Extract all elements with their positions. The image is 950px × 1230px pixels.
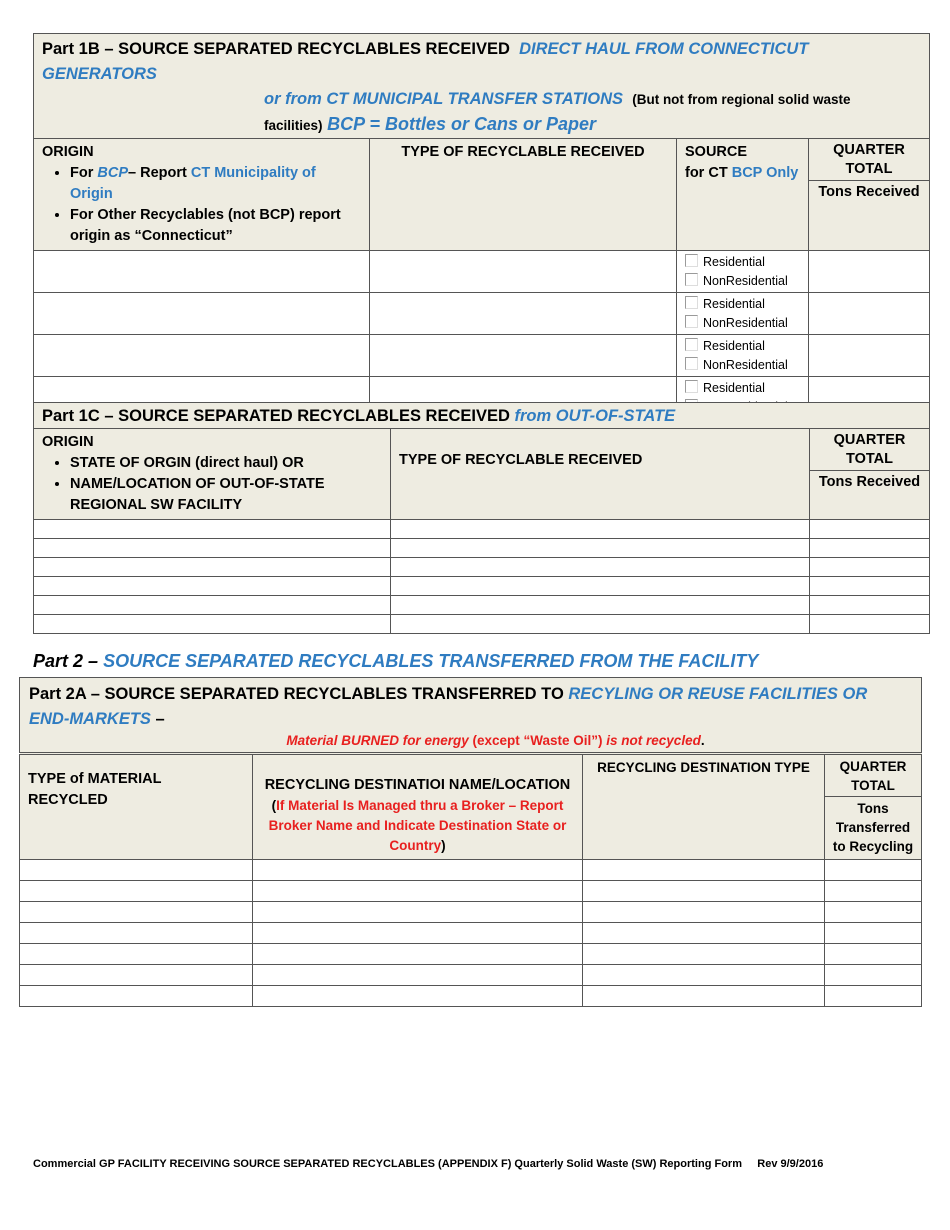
nonresidential-label: NonResidential: [703, 358, 788, 372]
table-row: [20, 986, 922, 1007]
material-type-header-text: TYPE of MATERIAL RECYCLED: [28, 770, 162, 808]
part-2a-title-dash: –: [150, 710, 165, 728]
material-type-header: [20, 754, 253, 860]
source-cell: [677, 293, 809, 335]
type-header-text: TYPE OF RECYCLABLE RECEIVED: [399, 452, 643, 468]
note-period: .: [700, 733, 705, 748]
tons-input[interactable]: [810, 539, 930, 558]
tons-input[interactable]: [825, 881, 922, 902]
origin-header: ORIGIN: [42, 144, 94, 160]
note-waste-oil: (except “Waste Oil”): [472, 733, 603, 748]
origin-input[interactable]: [34, 520, 391, 539]
part-1b-title-blue-2: or from CT MUNICIPAL TRANSFER STATIONS: [264, 90, 624, 108]
bullet-ct-municipality: CT Municipality of Origin: [70, 165, 316, 202]
table-row: [34, 558, 930, 577]
material-type-input[interactable]: [20, 902, 253, 923]
material-type-input[interactable]: [20, 860, 253, 881]
recyclable-type-input[interactable]: [370, 335, 677, 377]
material-type-input[interactable]: [20, 881, 253, 902]
table-row: [34, 251, 930, 293]
nonresidential-checkbox[interactable]: [685, 273, 698, 286]
material-type-input[interactable]: [20, 944, 253, 965]
destination-type-input[interactable]: [583, 881, 825, 902]
quarter-total-header: [825, 754, 922, 860]
source-header: [677, 139, 809, 251]
source-bcp-only: BCP Only: [731, 165, 799, 181]
quarter-total-text: QUARTER TOTAL: [809, 139, 929, 181]
part-2a-table: [19, 677, 922, 1007]
destination-type-input[interactable]: [583, 944, 825, 965]
origin-input[interactable]: [34, 293, 370, 335]
part-1c-title: [34, 403, 930, 429]
origin-input[interactable]: [34, 577, 391, 596]
destination-input[interactable]: [253, 986, 583, 1007]
residential-checkbox[interactable]: [685, 296, 698, 309]
origin-input[interactable]: [34, 615, 391, 634]
material-type-input[interactable]: [20, 923, 253, 944]
residential-label: Residential: [703, 339, 765, 353]
destination-header: [253, 754, 583, 860]
part-2-heading-black: Part 2 –: [33, 651, 99, 671]
nonresidential-label: NonResidential: [703, 316, 788, 330]
table-row: [20, 965, 922, 986]
table-row: [34, 577, 930, 596]
type-header-text: TYPE OF RECYCLABLE RECEIVED: [401, 144, 645, 160]
destination-input[interactable]: [253, 965, 583, 986]
tons-input[interactable]: [825, 902, 922, 923]
part-1b-title-blue: DIRECT HAUL FROM CONNECTICUT GENERATORS: [42, 40, 809, 83]
quarter-total-header: [810, 429, 930, 520]
part-2a-title-black: Part 2A – SOURCE SEPARATED RECYCLABLES TRANSFERRED TO: [29, 685, 564, 703]
destination-type-input[interactable]: [583, 860, 825, 881]
destination-type-header: [583, 754, 825, 860]
part-1b-title: [34, 34, 930, 139]
part-1c-title-black: Part 1C – SOURCE SEPARATED RECYCLABLES RECEIVED: [42, 407, 510, 425]
material-type-input[interactable]: [20, 965, 253, 986]
part-1c-title-blue: from OUT-OF-STATE: [514, 407, 676, 425]
destination-input[interactable]: [253, 944, 583, 965]
destination-type-input[interactable]: [583, 923, 825, 944]
bullet-for: For: [70, 165, 94, 181]
origin-header-cell: [34, 139, 370, 251]
source-header-text: SOURCE: [685, 144, 748, 160]
nonresidential-label: NonResidential: [703, 274, 788, 288]
part-1b-table: [33, 33, 930, 419]
tons-received-text: Tons Received: [818, 474, 921, 490]
paren-close: ): [441, 838, 446, 853]
table-row: [34, 615, 930, 634]
destination-type-input[interactable]: [583, 965, 825, 986]
residential-label: Residential: [703, 381, 765, 395]
recyclable-type-input[interactable]: [391, 577, 810, 596]
origin-bullet-other: • For Other Recyclables (not BCP) report origin as “Connecticut”: [70, 205, 361, 247]
origin-bullet-state: • STATE OF ORGIN (direct haul) OR: [70, 453, 382, 474]
tons-input[interactable]: [810, 596, 930, 615]
destination-input[interactable]: [253, 881, 583, 902]
recyclable-type-input[interactable]: [391, 596, 810, 615]
residential-label: Residential: [703, 255, 765, 269]
tons-input[interactable]: [825, 986, 922, 1007]
destination-type-header-text: RECYCLING DESTINATION TYPE: [597, 760, 810, 775]
recyclable-type-input[interactable]: [370, 293, 677, 335]
residential-checkbox[interactable]: [685, 338, 698, 351]
quarter-total-text: QUARTER TOTAL: [825, 755, 921, 797]
source-for-ct: for CT: [685, 165, 728, 181]
origin-header: ORIGIN: [42, 434, 94, 450]
table-row: [34, 539, 930, 558]
destination-input[interactable]: [253, 902, 583, 923]
source-cell: [677, 335, 809, 377]
tons-input[interactable]: [809, 251, 930, 293]
tons-input[interactable]: [825, 965, 922, 986]
recyclable-type-input[interactable]: [391, 520, 810, 539]
part-2a-title: [20, 678, 922, 754]
table-row: [20, 902, 922, 923]
tons-input[interactable]: [810, 615, 930, 634]
bullet-bcp: BCP: [97, 165, 129, 181]
recyclable-type-input[interactable]: [391, 558, 810, 577]
table-row: [20, 881, 922, 902]
form-footer: Commercial GP FACILITY RECEIVING SOURCE SEPARATED RECYCLABLES (APPENDIX F) Quarterly Solid Waste (SW) Reporting Form Rev 9/9/2016: [33, 1158, 824, 1170]
part-1b-bcp-definition: BCP = Bottles or Cans or Paper: [327, 114, 597, 134]
origin-input[interactable]: [34, 558, 391, 577]
tons-input[interactable]: [825, 860, 922, 881]
destination-header-text: RECYCLING DESTINATIOI NAME/LOCATION: [264, 777, 571, 793]
tons-input[interactable]: [825, 923, 922, 944]
origin-input[interactable]: [34, 335, 370, 377]
residential-checkbox[interactable]: [685, 380, 698, 393]
origin-input[interactable]: [34, 596, 391, 615]
part-1b-title-black: Part 1B – SOURCE SEPARATED RECYCLABLES RECEIVED: [42, 40, 510, 58]
recyclable-type-input[interactable]: [370, 251, 677, 293]
table-row: [34, 520, 930, 539]
material-type-input[interactable]: [20, 986, 253, 1007]
table-row: [34, 335, 930, 377]
origin-bullet-bcp: [70, 163, 361, 205]
tons-input[interactable]: [810, 558, 930, 577]
part-1b-title-note: (But not from regional solid waste: [632, 92, 851, 107]
recyclable-type-input[interactable]: [391, 539, 810, 558]
broker-note: If Material Is Managed thru a Broker – Report Broker Name and Indicate Destination State or Country: [268, 798, 567, 853]
bullet-report: – Report: [128, 165, 187, 181]
source-cell: [677, 251, 809, 293]
part-1b-title-note-b: facilities): [264, 118, 323, 133]
tons-input[interactable]: [809, 293, 930, 335]
note-not-recycled: is not recycled: [606, 733, 701, 748]
part-2a-title-blue: RECYLING OR REUSE FACILITIES OR END-MARKETS: [29, 685, 868, 728]
origin-header-cell: [34, 429, 391, 520]
table-row: [34, 596, 930, 615]
tons-input[interactable]: [825, 944, 922, 965]
recyclable-type-input[interactable]: [391, 615, 810, 634]
quarter-total-header: [809, 139, 930, 251]
tons-input[interactable]: [810, 520, 930, 539]
part-1c-table: [33, 402, 930, 634]
tons-input[interactable]: [810, 577, 930, 596]
destination-input[interactable]: [253, 860, 583, 881]
tons-received-text: Tons Received: [818, 184, 920, 200]
origin-input[interactable]: [34, 539, 391, 558]
table-row: [20, 944, 922, 965]
destination-input[interactable]: [253, 923, 583, 944]
tons-input[interactable]: [809, 335, 930, 377]
nonresidential-checkbox[interactable]: [685, 315, 698, 328]
destination-type-input[interactable]: [583, 902, 825, 923]
destination-type-input[interactable]: [583, 986, 825, 1007]
type-header: [370, 139, 677, 251]
table-row: [20, 923, 922, 944]
residential-label: Residential: [703, 297, 765, 311]
nonresidential-checkbox[interactable]: [685, 357, 698, 370]
type-header: [391, 429, 810, 520]
residential-checkbox[interactable]: [685, 254, 698, 267]
table-row: [20, 860, 922, 881]
tons-transferred-text: Tons Transferred to Recycling: [832, 801, 914, 854]
origin-bullet-facility: • NAME/LOCATION OF OUT-OF-STATE REGIONAL SW FACILITY: [70, 474, 382, 516]
part-2-heading-blue: SOURCE SEPARATED RECYCLABLES TRANSFERRED FROM THE FACILITY: [103, 651, 759, 671]
table-row: [34, 293, 930, 335]
origin-input[interactable]: [34, 251, 370, 293]
quarter-total-text: QUARTER TOTAL: [810, 429, 929, 471]
part-2-heading: [33, 651, 758, 672]
paren-open: (: [271, 798, 277, 813]
note-burned: Material BURNED for energy: [286, 733, 469, 748]
